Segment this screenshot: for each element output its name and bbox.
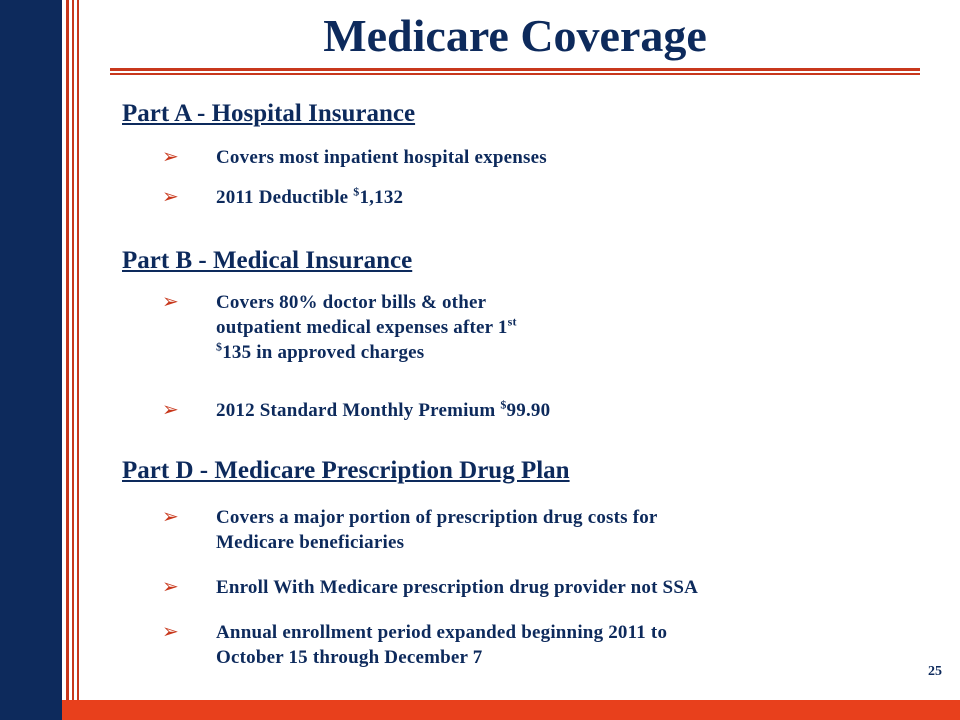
arrow-bullet-icon: ➢ <box>162 291 179 313</box>
slide-title: Medicare Coverage <box>323 10 707 61</box>
bullet-text: Covers 80% doctor bills & other outpatient medical expenses after 1st $135 in approved charges <box>216 292 517 363</box>
left-navy-bar <box>0 0 62 720</box>
vertical-rule <box>77 0 79 704</box>
arrow-bullet-icon: ➢ <box>162 186 179 208</box>
bullet-text: Covers a major portion of prescription drug costs for Medicare beneficiaries <box>216 507 658 553</box>
bullet-text: 2012 Standard Monthly Premium $99.90 <box>216 397 551 421</box>
page-number: 25 <box>928 664 942 679</box>
bullet-text: 2011 Deductible $1,132 <box>216 184 404 208</box>
section-heading-part-d: Part D - Medicare Prescription Drug Plan <box>122 457 570 484</box>
bullet-text: Annual enrollment period expanded beginning 2011 to October 15 through December 7 <box>216 622 668 668</box>
arrow-bullet-icon: ➢ <box>162 399 179 421</box>
arrow-bullet-icon: ➢ <box>162 506 179 528</box>
arrow-bullet-icon: ➢ <box>162 146 179 168</box>
bullet-text: Enroll With Medicare prescription drug provider not SSA <box>216 577 699 598</box>
title-underline <box>110 68 920 71</box>
section-heading-part-b: Part B - Medical Insurance <box>122 247 413 274</box>
arrow-bullet-icon: ➢ <box>162 576 179 598</box>
section-heading-part-a: Part A - Hospital Insurance <box>122 100 416 127</box>
vertical-rule <box>72 0 74 704</box>
bottom-accent-bar <box>62 700 960 720</box>
arrow-bullet-icon: ➢ <box>162 621 179 643</box>
bullet-text: Covers most inpatient hospital expenses <box>216 147 547 168</box>
title-underline <box>110 73 920 75</box>
vertical-rule <box>66 0 69 704</box>
